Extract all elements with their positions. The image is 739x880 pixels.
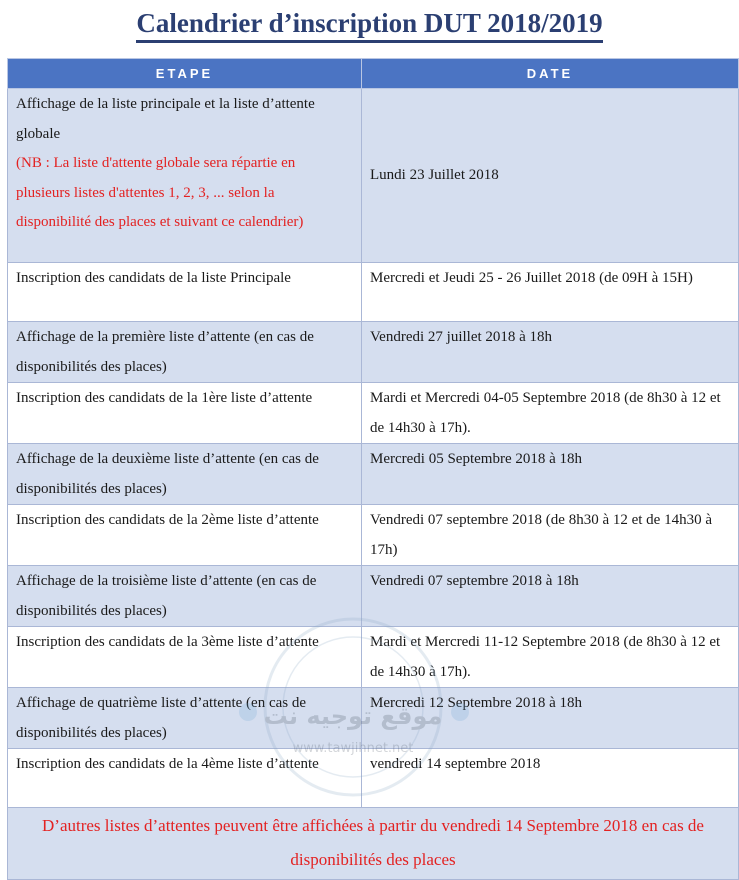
date-cell: Vendredi 07 septembre 2018 à 18h — [362, 566, 739, 627]
table-header-row — [8, 59, 739, 89]
date-text: Lundi 23 Juillet 2018 — [370, 167, 499, 184]
table-row — [8, 688, 739, 749]
watermark-url-text: www.tawjihnet.net — [292, 741, 414, 756]
etape-cell: Inscription des candidats de la 4ème liste d’attente — [8, 749, 362, 808]
etape-cell: Affichage de la première liste d’attente (en cas de disponibilités des places) — [8, 322, 362, 383]
table-row — [8, 89, 739, 263]
etape-text: Affichage de la liste principale et la liste d’attente globale — [16, 96, 315, 142]
page-title — [0, 8, 739, 39]
date-cell: Mercredi 05 Septembre 2018 à 18h — [362, 444, 739, 505]
date-cell: Vendredi 07 septembre 2018 (de 8h30 à 12 et de 14h30 à 17h) — [362, 505, 739, 566]
date-cell: Mercredi 12 Septembre 2018 à 18h — [362, 688, 739, 749]
etape-cell: Inscription des candidats de la 2ème liste d’attente — [8, 505, 362, 566]
date-cell: Vendredi 27 juillet 2018 à 18h — [362, 322, 739, 383]
watermark-arabic-text: موقع توجيه نت — [263, 702, 443, 730]
table-row — [8, 566, 739, 627]
etape-cell — [8, 89, 362, 263]
header-etape: ETAPE — [8, 59, 362, 89]
table-row — [8, 627, 739, 688]
table-row — [8, 749, 739, 808]
date-cell: Mardi et Mercredi 11-12 Septembre 2018 (de 8h30 à 12 et de 14h30 à 17h). — [362, 627, 739, 688]
etape-cell: Inscription des candidats de la 1ère liste d’attente — [8, 383, 362, 444]
date-cell: Mercredi et Jeudi 25 - 26 Juillet 2018 (de 09H à 15H) — [362, 263, 739, 322]
footer-note: D’autres listes d’attentes peuvent être affichées à partir du vendredi 14 Septembre 2018 en cas de disponibilités des places — [8, 808, 739, 880]
table-row — [8, 322, 739, 383]
header-date: DATE — [362, 59, 739, 89]
table-row — [8, 383, 739, 444]
table-row — [8, 444, 739, 505]
etape-cell: Inscription des candidats de la liste Principale — [8, 263, 362, 322]
etape-cell: Affichage de la troisième liste d’attente (en cas de disponibilités des places) — [8, 566, 362, 627]
etape-cell: Inscription des candidats de la 3ème liste d’attente — [8, 627, 362, 688]
etape-cell: Affichage de la deuxième liste d’attente (en cas de disponibilités des places) — [8, 444, 362, 505]
table-footer-row — [8, 808, 739, 880]
etape-cell: Affichage de quatrième liste d’attente (en cas de disponibilités des places) — [8, 688, 362, 749]
date-cell: vendredi 14 septembre 2018 — [362, 749, 739, 808]
date-cell — [362, 89, 739, 263]
table-row — [8, 263, 739, 322]
date-cell: Mardi et Mercredi 04-05 Septembre 2018 (de 8h30 à 12 et de 14h30 à 17h). — [362, 383, 739, 444]
page-title-text: Calendrier d’inscription DUT 2018/2019 — [136, 8, 602, 43]
note-text: (NB : La liste d'attente globale sera répartie en plusieurs listes d'attentes 1, 2, 3, ... selon la disponibilité des places et suivant ce calendrier) — [16, 155, 304, 230]
table-row — [8, 505, 739, 566]
calendar-table — [7, 58, 739, 880]
